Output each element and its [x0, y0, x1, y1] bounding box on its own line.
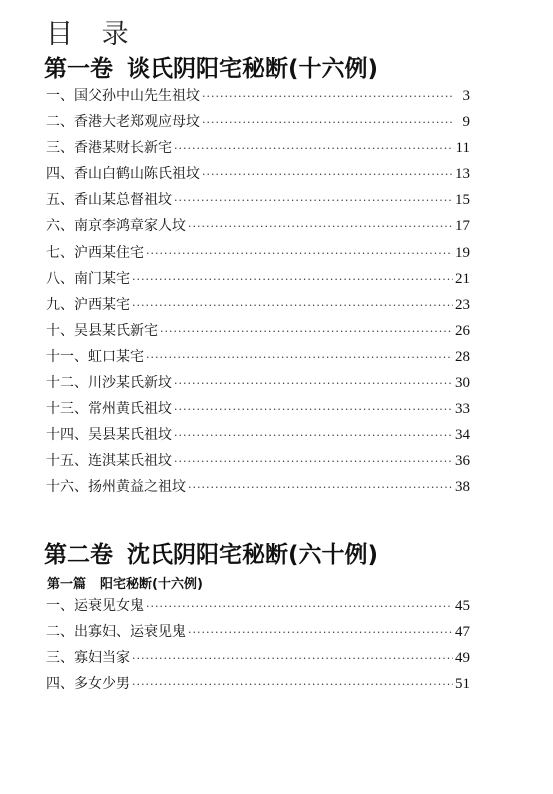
leader-dots	[146, 348, 453, 368]
entry-page: 15	[455, 192, 470, 209]
entry-page: 33	[455, 401, 470, 418]
toc-entry[interactable]	[46, 190, 470, 216]
toc-entry[interactable]	[46, 399, 470, 425]
leader-dots	[188, 217, 453, 237]
volume-1-entries	[46, 86, 470, 504]
entry-label: 十二、川沙某氏新坟	[46, 375, 172, 392]
entry-label: 二、香港大老郑观应母坟	[46, 114, 200, 131]
toc-entry[interactable]	[46, 112, 470, 138]
entry-label: 十六、扬州黄益之祖坟	[46, 479, 186, 496]
entry-label: 一、国父孙中山先生祖坟	[46, 88, 200, 104]
volume-2-number: 第二卷	[44, 542, 113, 568]
entry-page: 28	[455, 348, 470, 365]
entry-label: 九、沪西某宅	[46, 296, 130, 313]
entry-page: 19	[455, 244, 470, 261]
leader-dots	[132, 270, 453, 290]
toc-entry[interactable]	[46, 269, 470, 295]
leader-dots	[174, 452, 453, 472]
entry-label: 五、香山某总督祖坟	[46, 192, 172, 209]
entry-page: 3	[462, 88, 470, 104]
entry-label: 四、多女少男	[46, 676, 130, 693]
leader-dots	[146, 244, 453, 264]
volume-2-title: 沈氏阴阳宅秘断(六十例)	[127, 542, 379, 568]
toc-entry[interactable]	[46, 425, 470, 451]
entry-label: 四、香山白鹤山陈氏祖坟	[46, 166, 200, 183]
volume-1-number: 第一卷	[44, 56, 113, 82]
toc-entry[interactable]	[46, 674, 470, 700]
entry-label: 二、出寡妇、运衰见鬼	[46, 624, 186, 641]
entry-label: 八、南门某宅	[46, 270, 130, 287]
entry-label: 十一、虹口某宅	[46, 348, 144, 365]
entry-label: 三、寡妇当家	[46, 650, 130, 667]
entry-page: 13	[455, 166, 470, 183]
entry-label: 十、吴县某氏新宅	[46, 322, 158, 339]
entry-page: 9	[462, 114, 470, 131]
toc-entry[interactable]	[46, 596, 470, 622]
toc-entry[interactable]	[46, 164, 470, 190]
leader-dots	[132, 296, 453, 316]
leader-dots	[174, 426, 453, 446]
leader-dots	[188, 623, 453, 643]
leader-dots	[132, 649, 453, 669]
toc-entry[interactable]	[46, 451, 470, 477]
volume-1-heading	[44, 50, 378, 83]
leader-dots	[132, 675, 453, 695]
entry-page: 21	[455, 270, 470, 287]
entry-label: 七、沪西某住宅	[46, 244, 144, 261]
entry-page: 45	[455, 598, 470, 614]
toc-entry[interactable]	[46, 86, 470, 112]
entry-page: 17	[455, 218, 470, 235]
section-title: 阳宅秘断(十六例)	[100, 577, 203, 592]
entry-label: 十三、常州黄氏祖坟	[46, 401, 172, 418]
entry-page: 23	[455, 296, 470, 313]
toc-entry[interactable]	[46, 138, 470, 164]
entry-page: 47	[455, 624, 470, 641]
leader-dots	[202, 87, 454, 107]
toc-entry[interactable]	[46, 622, 470, 648]
leader-dots	[174, 400, 453, 420]
volume-1-title: 谈氏阴阳宅秘断(十六例)	[127, 56, 379, 82]
toc-entry[interactable]	[46, 216, 470, 242]
section-number: 第一篇	[47, 577, 87, 592]
toc-entry[interactable]	[46, 373, 470, 399]
entry-page: 30	[455, 375, 470, 392]
entry-page: 34	[455, 427, 470, 444]
leader-dots	[174, 139, 454, 159]
entry-page: 51	[455, 676, 470, 693]
volume-2-entries	[46, 596, 470, 700]
leader-dots	[146, 597, 453, 617]
toc-entry[interactable]	[46, 347, 470, 373]
entry-label: 一、运衰见女鬼	[46, 598, 144, 614]
toc-entry[interactable]	[46, 477, 470, 503]
entry-page: 49	[455, 650, 470, 667]
toc-entry[interactable]	[46, 243, 470, 269]
entry-page: 26	[455, 322, 470, 339]
entry-page: 38	[455, 479, 470, 496]
leader-dots	[174, 191, 453, 211]
toc-entry[interactable]	[46, 648, 470, 674]
leader-dots	[174, 374, 453, 394]
toc-entry[interactable]	[46, 295, 470, 321]
entry-page: 36	[455, 453, 470, 470]
toc-entry[interactable]	[46, 321, 470, 347]
leader-dots	[202, 113, 454, 133]
leader-dots	[160, 322, 453, 342]
leader-dots	[188, 478, 453, 498]
section-heading	[47, 573, 203, 592]
entry-label: 十四、吴县某氏祖坟	[46, 427, 172, 444]
entry-page: 11	[455, 140, 470, 157]
entry-label: 六、南京李鸿章家人坟	[46, 218, 186, 235]
entry-label: 三、香港某财长新宅	[46, 140, 172, 157]
leader-dots	[202, 165, 453, 185]
volume-2-heading	[44, 536, 378, 569]
toc-title: 目 录	[46, 19, 139, 50]
entry-label: 十五、连淇某氏祖坟	[46, 453, 172, 470]
